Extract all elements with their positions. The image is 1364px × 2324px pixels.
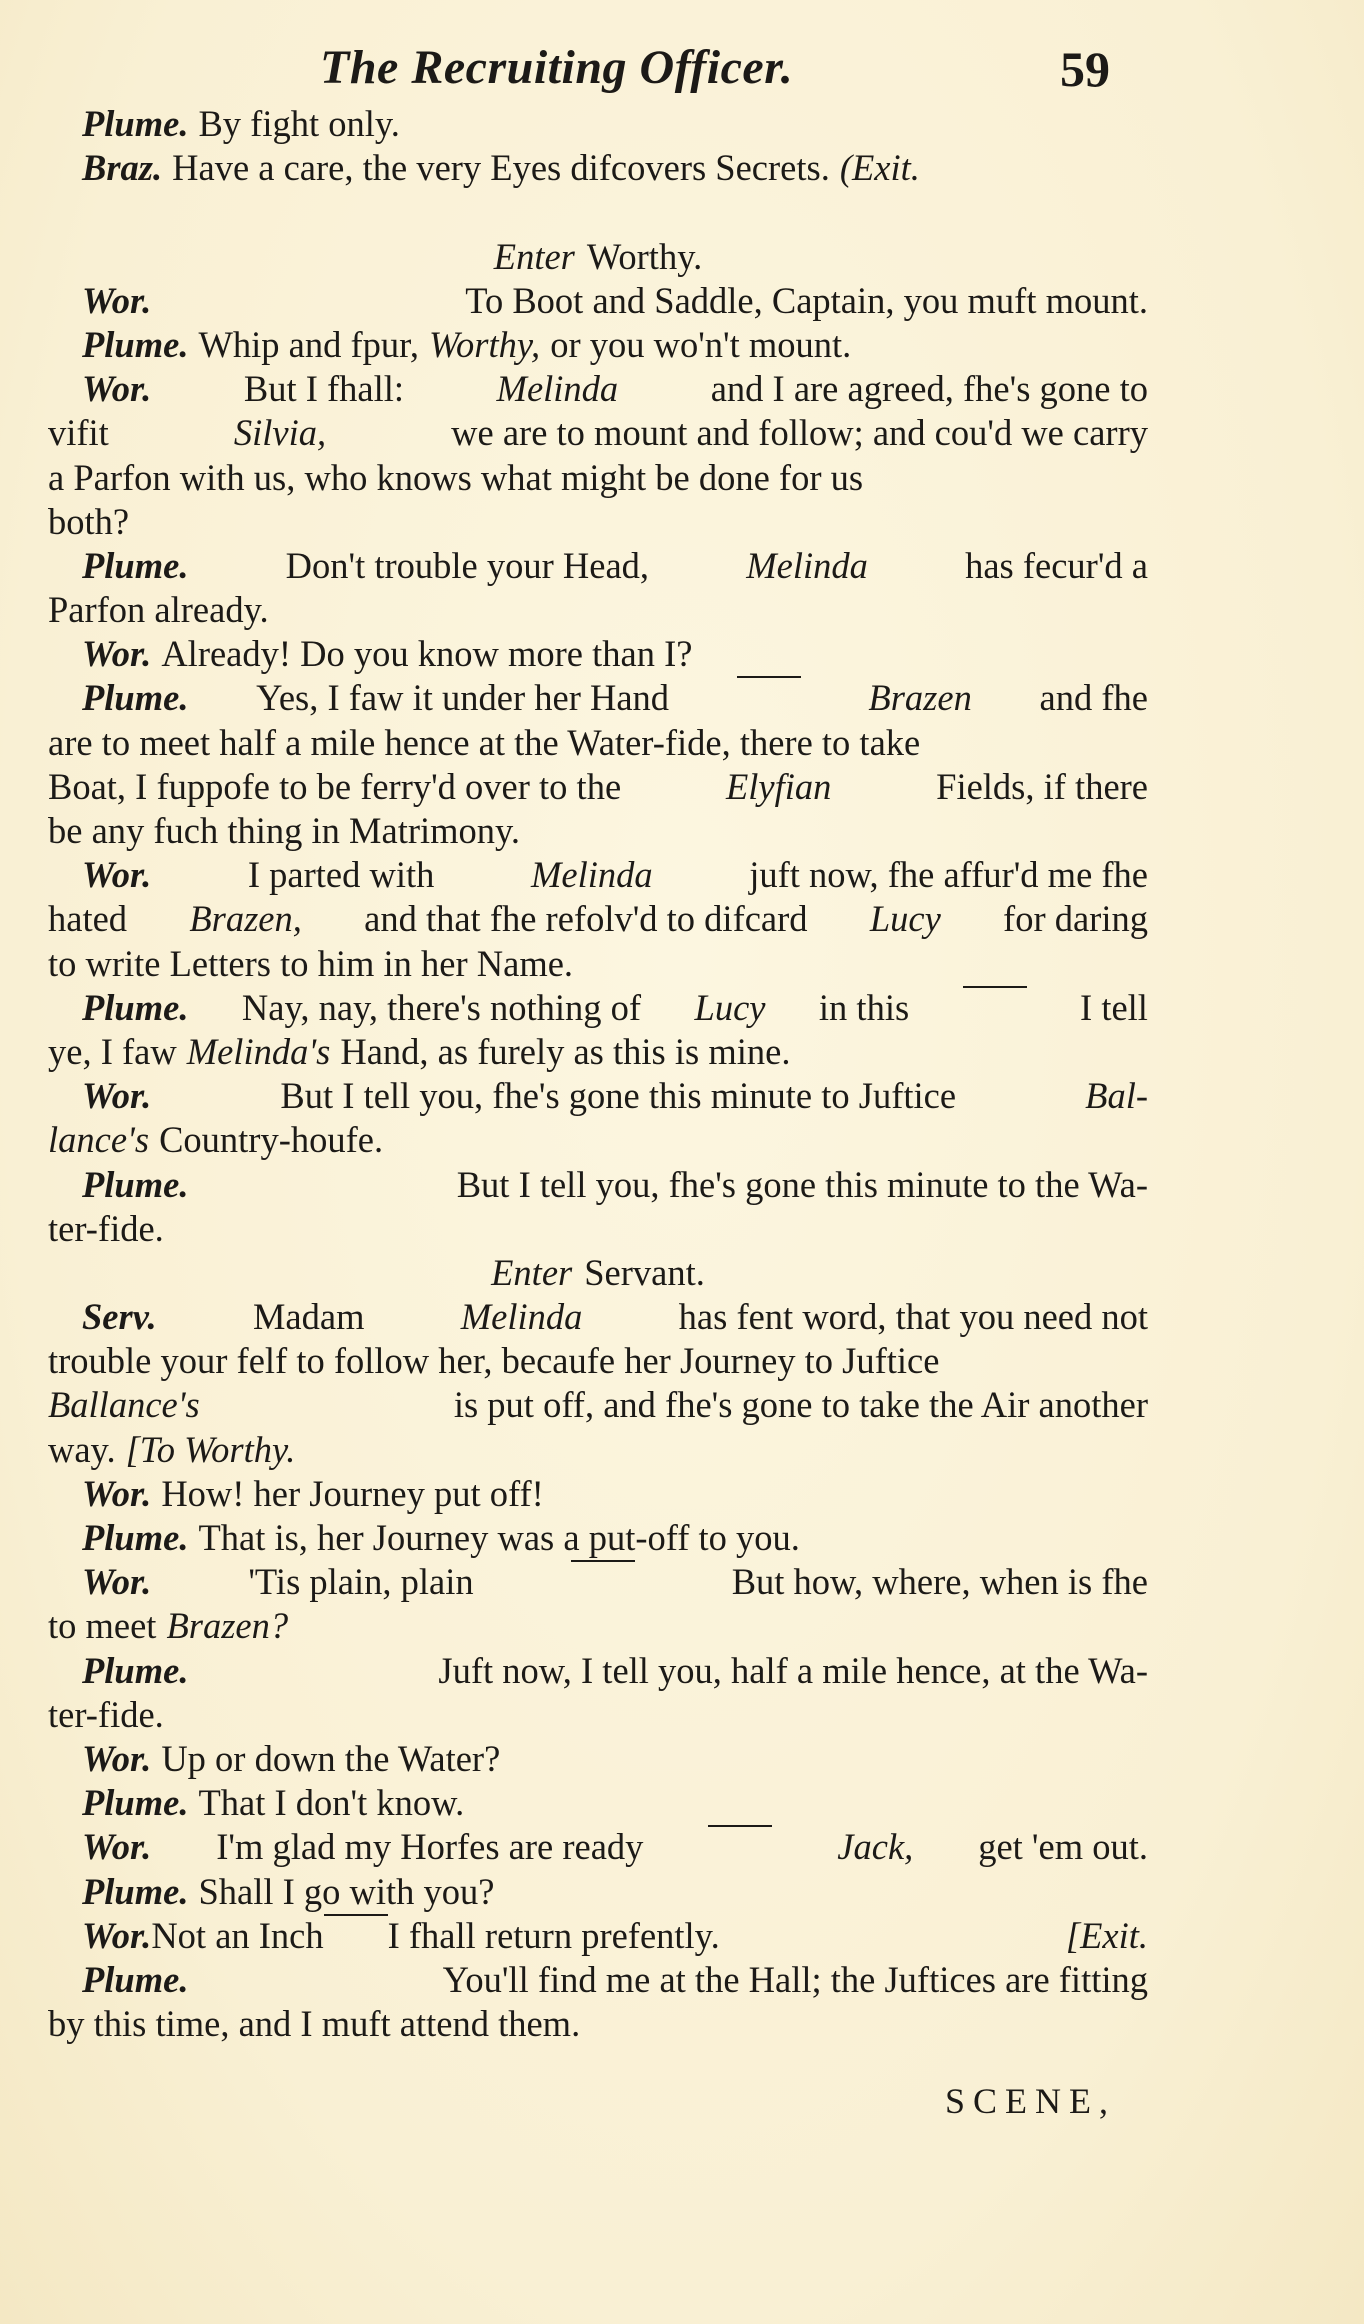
text-run: Up or down the Water?: [161, 1737, 501, 1779]
text-run: get 'em out.: [978, 1826, 1148, 1868]
text-run: How! her Journey put off!: [161, 1472, 544, 1514]
speaker-name: Plume.: [82, 677, 189, 719]
italic-text: lance's: [48, 1119, 150, 1161]
text-run: Worthy.: [586, 235, 703, 277]
text-run: and I are agreed, fhe's gone to: [710, 368, 1148, 410]
text-run: But I tell you, fhe's gone this minute to the Wa-: [456, 1163, 1148, 1205]
speaker-name: Plume.: [82, 1958, 189, 2000]
text-line: [48, 942, 1148, 986]
text-run: Have a care, the very Eyes difcovers Secrets.: [172, 147, 830, 189]
speaker-name: Plume.: [82, 544, 189, 586]
text-line: [48, 1825, 1148, 1869]
text-line: [48, 323, 1148, 367]
text-run: By fight only.: [198, 103, 400, 144]
text-line: [48, 500, 1148, 544]
text-line: [48, 544, 1148, 588]
text-run: Madam: [252, 1296, 365, 1338]
text-run: I parted with: [247, 854, 435, 896]
stage-direction: [To Worthy.: [125, 1428, 296, 1470]
italic-text: Brazen: [868, 677, 972, 719]
text-run: way.: [48, 1428, 116, 1470]
text-line: [48, 1074, 1148, 1118]
text-line: [48, 1383, 1148, 1427]
speaker-name: Plume.: [82, 1517, 189, 1558]
italic-text: Enter: [491, 1251, 573, 1293]
text-run: and that fhe refolv'd to difcard: [364, 898, 808, 940]
em-dash: [324, 1914, 388, 1916]
text-run: is put off, and fhe's gone to take the Air another: [453, 1384, 1148, 1426]
text-run: we are to mount and follow; and cou'd we carry: [451, 412, 1148, 454]
text-line: [48, 721, 1148, 765]
text-run: Servant.: [584, 1251, 705, 1293]
text-line: [48, 1693, 1148, 1737]
text-run: But I fhall:: [243, 368, 405, 410]
text-run: That is, her Journey was a put-off to you.: [198, 1517, 800, 1558]
text-line: [48, 809, 1148, 853]
em-dash: [737, 676, 801, 678]
speaker-name: Plume.: [82, 1649, 189, 1691]
text-run: both?: [48, 500, 130, 542]
text-run: to meet: [48, 1605, 157, 1647]
text-line: [48, 279, 1148, 323]
text-run: by this time, and I muft attend them.: [48, 2003, 581, 2045]
text-line: [48, 676, 1148, 720]
text-run: has fecur'd a: [965, 544, 1148, 586]
text-line: [48, 632, 1148, 676]
italic-text: Lucy: [869, 898, 941, 940]
speaker-name: Serv.: [82, 1296, 157, 1338]
italic-text: Jack,: [837, 1826, 914, 1868]
text-run: That I don't know.: [198, 1782, 465, 1824]
text-run: or you wo'n't mount.: [550, 323, 852, 365]
text-run: Don't trouble your Head,: [285, 544, 650, 586]
speaker-name: Wor.: [82, 1914, 152, 1956]
speaker-name: Wor.: [82, 368, 152, 410]
text-run: Shall I go with you?: [198, 1870, 495, 1912]
text-run: Already! Do you know more than I?: [161, 633, 693, 675]
speaker-name: Plume.: [82, 1782, 189, 1824]
text-line: [48, 1163, 1148, 1207]
italic-text: Elyfian: [725, 765, 832, 807]
text-line: [48, 1030, 1148, 1074]
text-run: 'Tis plain, plain: [248, 1561, 474, 1603]
text-run: I fhall return prefently.: [387, 1914, 720, 1956]
text-run: Boat, I fuppofe to be ferry'd over to the: [48, 765, 622, 807]
text-line: [48, 1870, 1148, 1914]
italic-text: Worthy,: [428, 323, 541, 365]
text-line: [48, 765, 1148, 809]
speaker-name: Wor.: [82, 854, 152, 896]
text-run: Not an Inch: [151, 1914, 324, 1956]
text-run: to write Letters to him in her Name.: [48, 942, 574, 984]
speaker-name: Wor.: [82, 1075, 152, 1117]
text-line: [48, 1649, 1148, 1693]
text-line: [48, 1560, 1148, 1604]
speaker-name: Wor.: [82, 1826, 152, 1868]
em-dash: [963, 986, 1027, 988]
text-run: Parfon already.: [48, 589, 269, 631]
text-run: Nay, nay, there's nothing of: [241, 986, 642, 1028]
italic-text: Brazen,: [189, 898, 302, 940]
speaker-name: Plume.: [82, 103, 189, 144]
speaker-name: Wor.: [82, 1561, 152, 1603]
speaker-name: Wor.: [82, 633, 152, 675]
text-run: Fields, if there: [936, 765, 1148, 807]
text-run: vifit: [48, 412, 109, 454]
text-run: juft now, fhe affur'd me fhe: [749, 854, 1148, 896]
text-line: [48, 1914, 1148, 1958]
text-line: [48, 190, 1148, 234]
italic-text: Melinda: [746, 544, 868, 586]
stage-direction: [Exit.: [1065, 1914, 1148, 1956]
speaker-name: Wor.: [82, 279, 152, 321]
speaker-name: Plume.: [82, 1870, 189, 1912]
text-run: in this: [818, 986, 910, 1028]
text-line: [48, 146, 1148, 190]
text-run: Yes, I faw it under her Hand: [256, 677, 670, 719]
text-run: and fhe: [1039, 677, 1148, 719]
text-line: [48, 2002, 1148, 2046]
text-run: are to meet half a mile hence at the Water-fide, there to take: [48, 721, 921, 763]
text-run: trouble your felf to follow her, becaufe her Journey to Juftice: [48, 1340, 940, 1382]
text-run: ter-fide.: [48, 1207, 164, 1249]
speaker-name: Wor.: [82, 1737, 152, 1779]
italic-text: Lucy: [694, 986, 766, 1028]
text-line: [48, 588, 1148, 632]
text-run: hated: [48, 898, 128, 940]
text-line: [48, 1737, 1148, 1781]
text-line: [48, 1472, 1148, 1516]
text-line: [48, 1295, 1148, 1339]
running-title: The Recruiting Officer.: [320, 41, 794, 94]
text-line: [48, 1339, 1148, 1383]
text-run: ye, I faw: [48, 1030, 177, 1072]
italic-text: Ballance's: [48, 1384, 200, 1426]
italic-text: Melinda: [496, 368, 619, 410]
text-line: [48, 986, 1148, 1030]
italic-text: Brazen?: [166, 1605, 289, 1647]
italic-text: Silvia,: [233, 412, 327, 454]
text-run: I'm glad my Horfes are ready: [216, 1826, 644, 1868]
text-line: [48, 367, 1148, 411]
text-run: But I tell you, fhe's gone this minute to Juftice: [280, 1075, 957, 1117]
page-header: [0, 36, 1364, 106]
text-line: [48, 1958, 1148, 2002]
text-run: Whip and fpur,: [198, 323, 419, 365]
text-run: a Parfon with us, who knows what might be done for us: [48, 456, 864, 498]
text-line: [48, 1604, 1148, 1648]
page-number: 59: [1060, 41, 1110, 97]
catchword: SCENE,: [945, 2081, 1117, 2121]
text-run: Juft now, I tell you, half a mile hence, at the Wa-: [438, 1649, 1148, 1691]
text-run: You'll find me at the Hall; the Juftices are fitting: [442, 1958, 1148, 2000]
text-run: Country-houfe.: [159, 1119, 384, 1161]
speaker-name: Plume.: [82, 323, 189, 365]
text-run: ter-fide.: [48, 1693, 164, 1735]
text-run: Hand, as furely as this is mine.: [340, 1030, 791, 1072]
text-line: [48, 853, 1148, 897]
text-line: [48, 235, 1148, 279]
text-line: [48, 1516, 1148, 1560]
text-line: [48, 1428, 1148, 1472]
text-line: [48, 456, 1148, 500]
play-text: [48, 102, 1148, 2046]
italic-text: Melinda: [460, 1296, 583, 1338]
italic-text: Enter: [493, 235, 575, 277]
text-line: [48, 1118, 1148, 1162]
speaker-name: Wor.: [82, 1472, 152, 1514]
text-run: be any fuch thing in Matrimony.: [48, 810, 521, 851]
text-run: To Boot and Saddle, Captain, you muft mount.: [465, 279, 1148, 321]
italic-text: Melinda: [530, 854, 653, 896]
speaker-name: Plume.: [82, 1163, 189, 1205]
text-line: [48, 102, 1148, 146]
em-dash: [708, 1825, 772, 1827]
text-line: [48, 411, 1148, 455]
stage-direction: (Exit.: [839, 147, 920, 189]
italic-text: Melinda's: [186, 1030, 331, 1072]
text-run: for daring: [1003, 898, 1148, 940]
italic-text: Bal-: [1085, 1075, 1148, 1117]
text-run: I tell: [1080, 986, 1148, 1028]
text-run: But how, where, when is fhe: [731, 1561, 1148, 1603]
text-line: [48, 1207, 1148, 1251]
text-line: [48, 1781, 1148, 1825]
speaker-name: Plume.: [82, 986, 189, 1028]
text-line: [48, 1251, 1148, 1295]
em-dash: [571, 1560, 635, 1562]
text-line: [48, 897, 1148, 941]
text-run: has fent word, that you need not: [678, 1296, 1148, 1338]
speaker-name: Braz.: [82, 147, 163, 189]
